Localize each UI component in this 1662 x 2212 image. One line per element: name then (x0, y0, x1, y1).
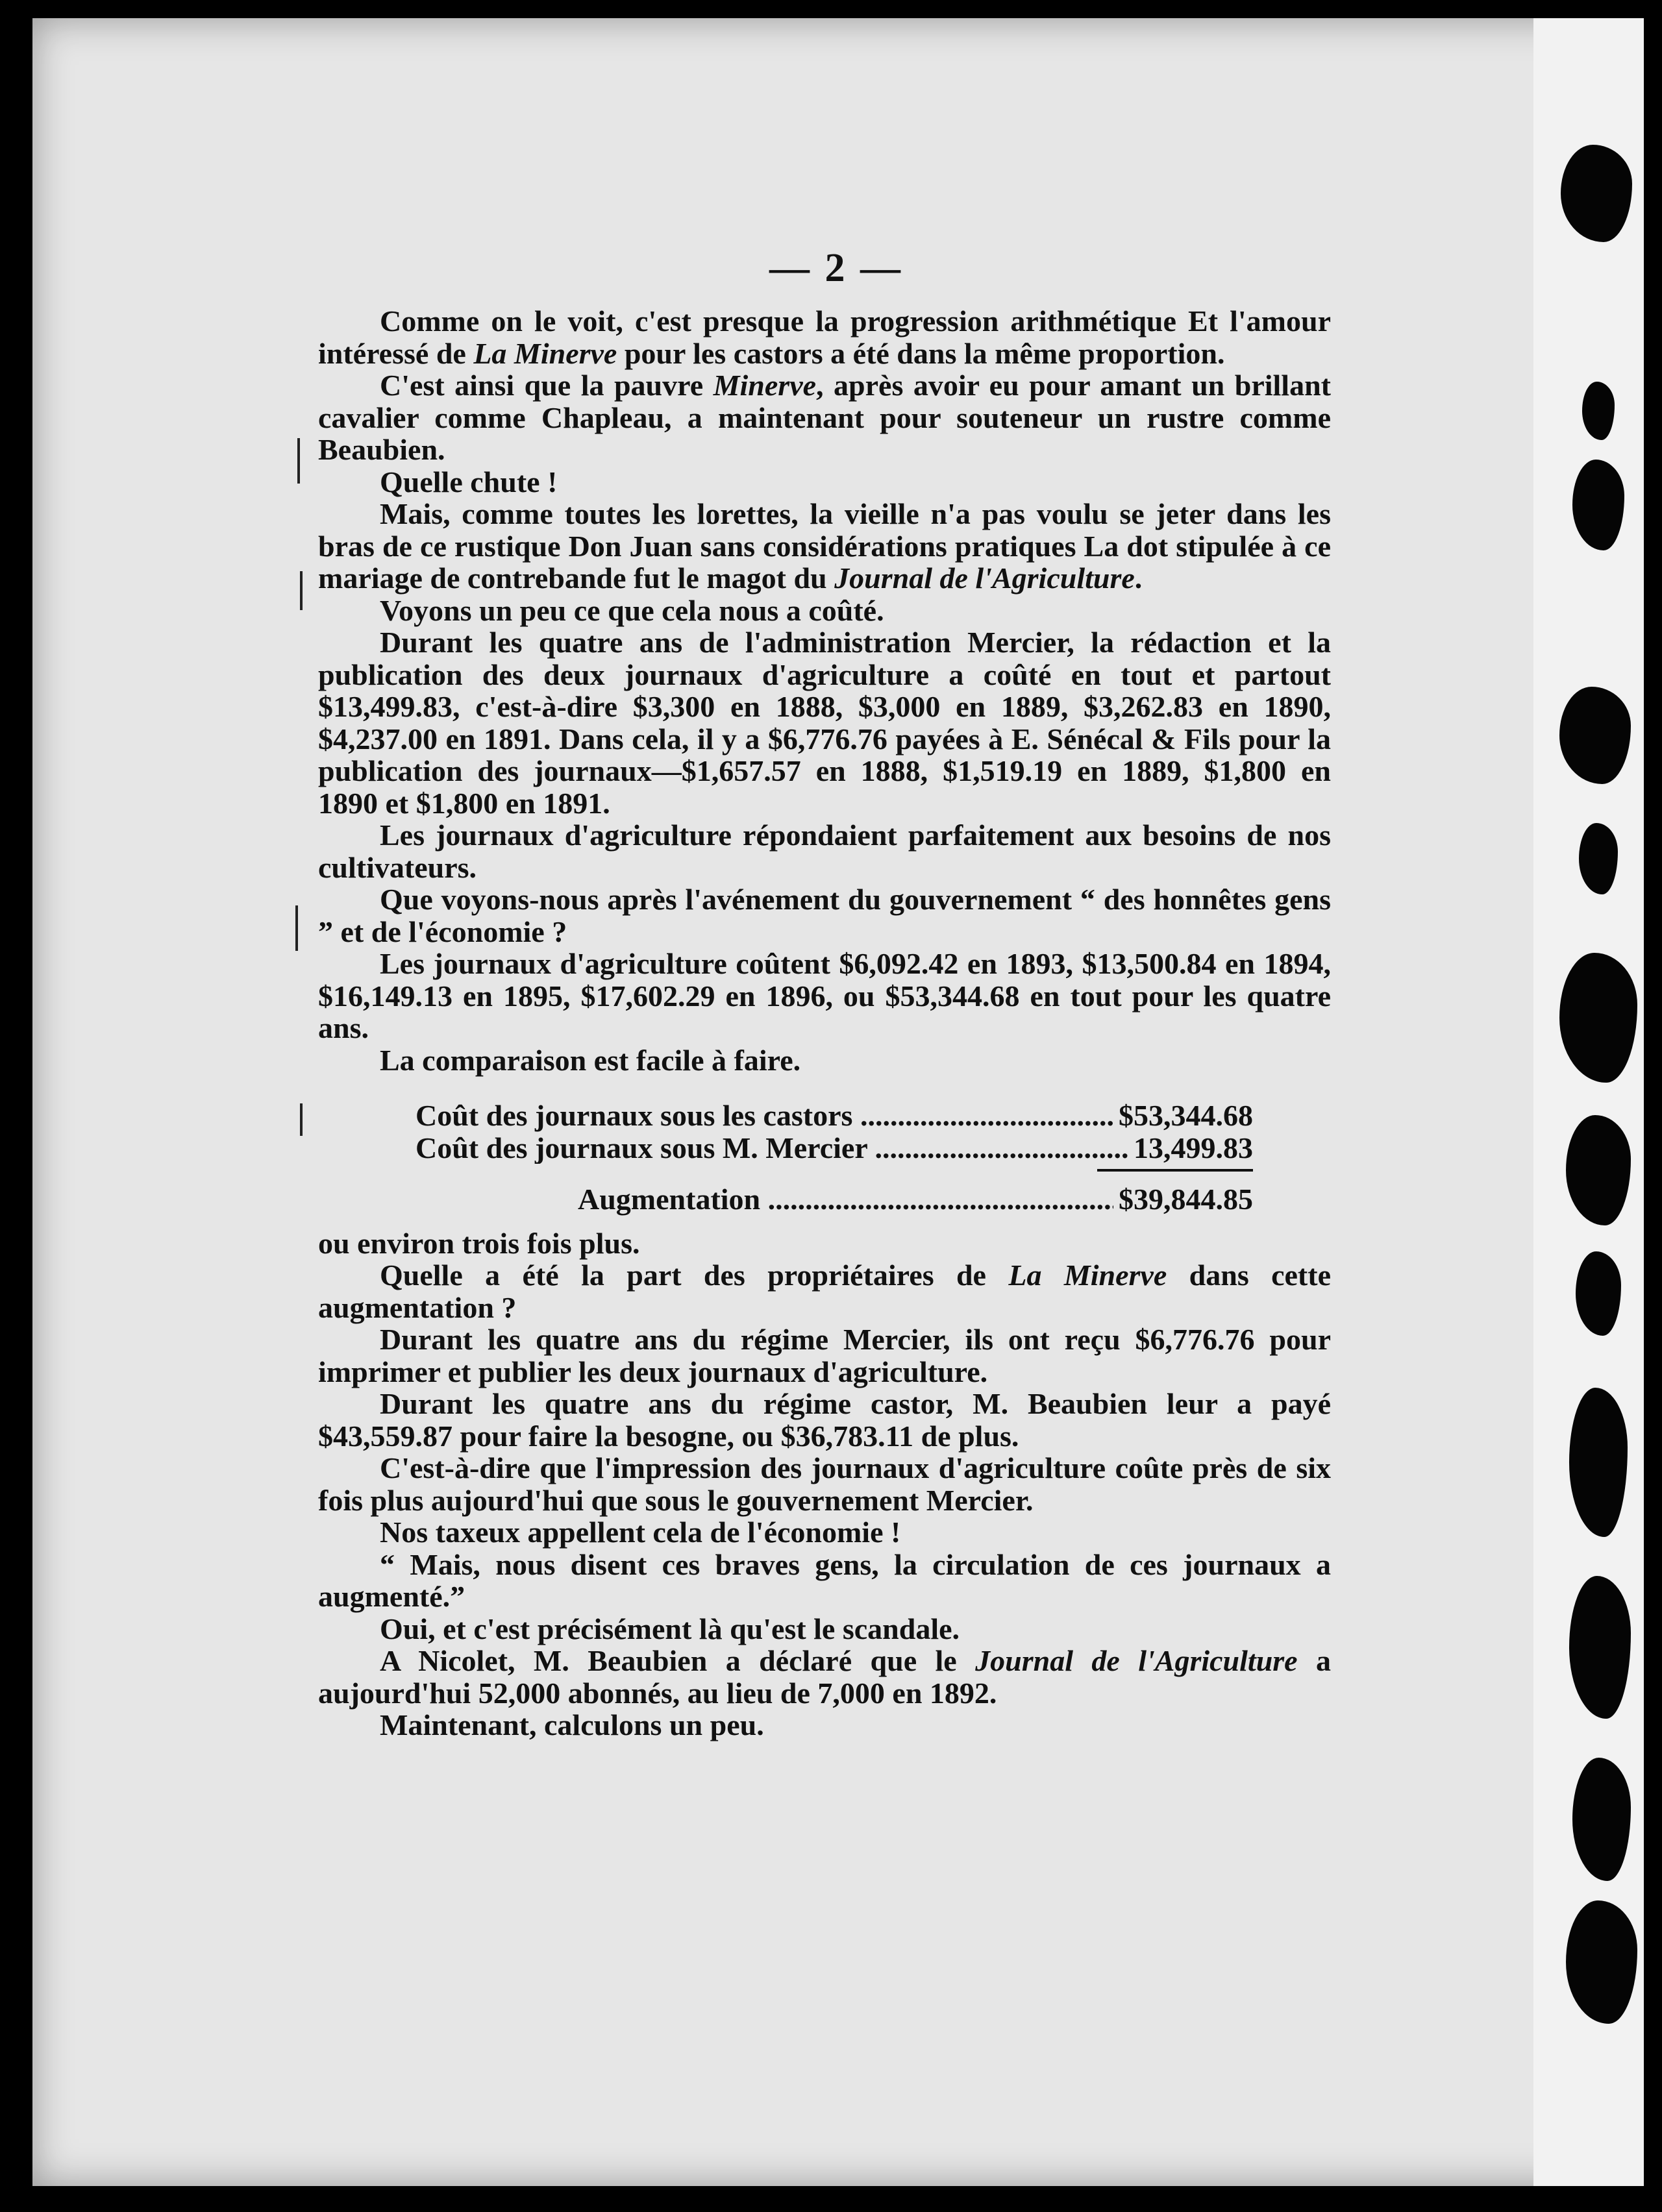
paragraph (318, 1388, 1331, 1452)
text-run: Nos taxeux appellent cela de l'économie ! (380, 1516, 901, 1549)
text-run: Maintenant, calculons un peu. (380, 1708, 764, 1741)
comparison-total-row (578, 1183, 1253, 1216)
text-run: Durant les quatre ans du régime Mercier, ils ont reçu $6,776.76 pour imprimer et publier les deux journaux d'agriculture. (318, 1323, 1331, 1388)
ink-blot (1559, 687, 1631, 784)
text-run: Comme on le voit, c'est presque la progression arithmétique Et l'amour intéressé de (318, 304, 1331, 370)
paragraph (318, 305, 1331, 369)
ink-blot (1569, 1388, 1628, 1537)
paragraph (318, 498, 1331, 595)
ink-blot (1582, 382, 1615, 440)
margin-mark (300, 571, 303, 610)
comparison-row (416, 1132, 1253, 1164)
row-amount: 13,499.83 (1134, 1131, 1253, 1164)
text-run: Durant les quatre ans de l'administration Mercier, la rédaction et la publication des deux journaux d'agriculture a coûté en tout et partout $13,499.83, c'est-à-dire $3,300 en 1888, $3,000 en 1889, $3,262.83 en 1890, $4,237.00 en 1891. Dans cela, il y a $6,776.76 payées à E. Sénécal & Fils pour la publication des journaux—$1,657.57 en 1888, $1,519.19 en 1889, $1,800 en 1890 et $1,800 en 1891. (318, 626, 1331, 820)
paragraph (318, 1227, 1331, 1260)
text-run: dans cette augmentation ? (318, 1259, 1331, 1324)
comparison-table (416, 1100, 1253, 1216)
ink-blot (1572, 460, 1624, 550)
sum-rule (1097, 1169, 1253, 1172)
italic-title: Journal de l'Agriculture (975, 1644, 1298, 1677)
text-run: . (1134, 561, 1143, 595)
paragraph (318, 948, 1331, 1044)
paragraphs-top (318, 305, 1331, 1076)
text-run: Les journaux d'agriculture répondaient parfaitement aux besoins de nos cultivateurs. (318, 818, 1331, 884)
text-run: , après avoir eu pour amant un brillant cavalier comme Chapleau, a maintenant pour souteneur un rustre comme Beaubien. (318, 369, 1331, 466)
text-run: Quelle a été la part des propriétaires de (380, 1259, 1009, 1292)
text-run: pour les castors a été dans la même proportion. (617, 336, 1225, 370)
ink-blot (1559, 953, 1637, 1083)
paragraph (318, 595, 1331, 627)
row-label: Coût des journaux sous M. Mercier ..... (416, 1132, 1128, 1164)
total-amount: $39,844.85 (1119, 1183, 1253, 1216)
paragraph (318, 1044, 1331, 1077)
text-run: Quelle chute ! (380, 465, 558, 498)
row-label: Coût des journaux sous les castors ..... (416, 1100, 1113, 1132)
paragraph (318, 466, 1331, 498)
ink-blot (1576, 1251, 1621, 1336)
article-body (318, 305, 1331, 1741)
ink-blot (1566, 1115, 1631, 1225)
margin-mark (297, 438, 300, 484)
ink-blot (1561, 145, 1632, 242)
italic-title: Minerve (713, 369, 817, 402)
italic-title: Journal de l'Agriculture (834, 561, 1135, 595)
paragraph (318, 1323, 1331, 1388)
text-run: Durant les quatre ans du régime castor, M. Beaubien leur a payé $43,559.87 pour faire la besogne, ou $36,783.11 de plus. (318, 1387, 1331, 1453)
text-run: C'est-à-dire que l'impression des journaux d'agriculture coûte près de six fois plus aujourd'hui que sous le gouvernement Mercier. (318, 1451, 1331, 1517)
text-run: Que voyons-nous après l'avénement du gouvernement “ des honnêtes gens ” et de l'économie ? (318, 883, 1331, 948)
paragraph (318, 1709, 1331, 1741)
ink-blot (1572, 1758, 1631, 1881)
paragraph (318, 1452, 1331, 1516)
text-run: C'est ainsi que la pauvre (380, 369, 713, 402)
paragraph (318, 819, 1331, 883)
ink-blot (1579, 823, 1618, 894)
ink-blot (1569, 1576, 1631, 1719)
paragraph (318, 369, 1331, 466)
text-run: A Nicolet, M. Beaubien a déclaré que le (380, 1644, 976, 1677)
text-run: ou environ trois fois plus. (318, 1226, 640, 1260)
italic-title: La Minerve (1008, 1259, 1167, 1292)
total-label: Augmentation ..... (578, 1183, 1113, 1216)
row-amount: $53,344.68 (1119, 1099, 1253, 1132)
text-run: Les journaux d'agriculture coûtent $6,092.42 en 1893, $13,500.84 en 1894, $16,149.13 en 1895, $17,602.29 en 1896, ou $53,344.68 en tout pour les quatre ans. (318, 947, 1331, 1044)
paragraph (318, 1549, 1331, 1613)
text-run: a aujourd'hui 52,000 abonnés, au lieu de 7,000 en 1892. (318, 1644, 1332, 1710)
paragraph (318, 883, 1331, 948)
italic-title: La Minerve (473, 336, 617, 370)
page-number: — 2 — (769, 246, 903, 290)
binding-edge (1533, 18, 1644, 2186)
ink-blot (1566, 1900, 1637, 2024)
text-run: Voyons un peu ce que cela nous a coûté. (380, 593, 884, 627)
text-run: La comparaison est facile à faire. (380, 1043, 801, 1077)
text-run: Oui, et c'est précisément là qu'est le scandale. (380, 1612, 960, 1645)
paragraphs-bottom (318, 1227, 1331, 1741)
margin-mark (295, 905, 298, 951)
text-run: Mais, comme toutes les lorettes, la vieille n'a pas voulu se jeter dans les bras de ce rustique Don Juan sans considérations pratiques La dot stipulée à ce mariage de contrebande fut le magot du (318, 497, 1331, 595)
text-run: “ Mais, nous disent ces braves gens, la circulation de ces journaux a augmenté.” (318, 1547, 1331, 1613)
paragraph (318, 1516, 1331, 1549)
paragraph (318, 1645, 1331, 1709)
comparison-row (416, 1100, 1253, 1132)
paragraph (318, 1613, 1331, 1645)
margin-mark (300, 1103, 303, 1136)
paragraph (318, 1259, 1331, 1323)
paragraph (318, 626, 1331, 819)
